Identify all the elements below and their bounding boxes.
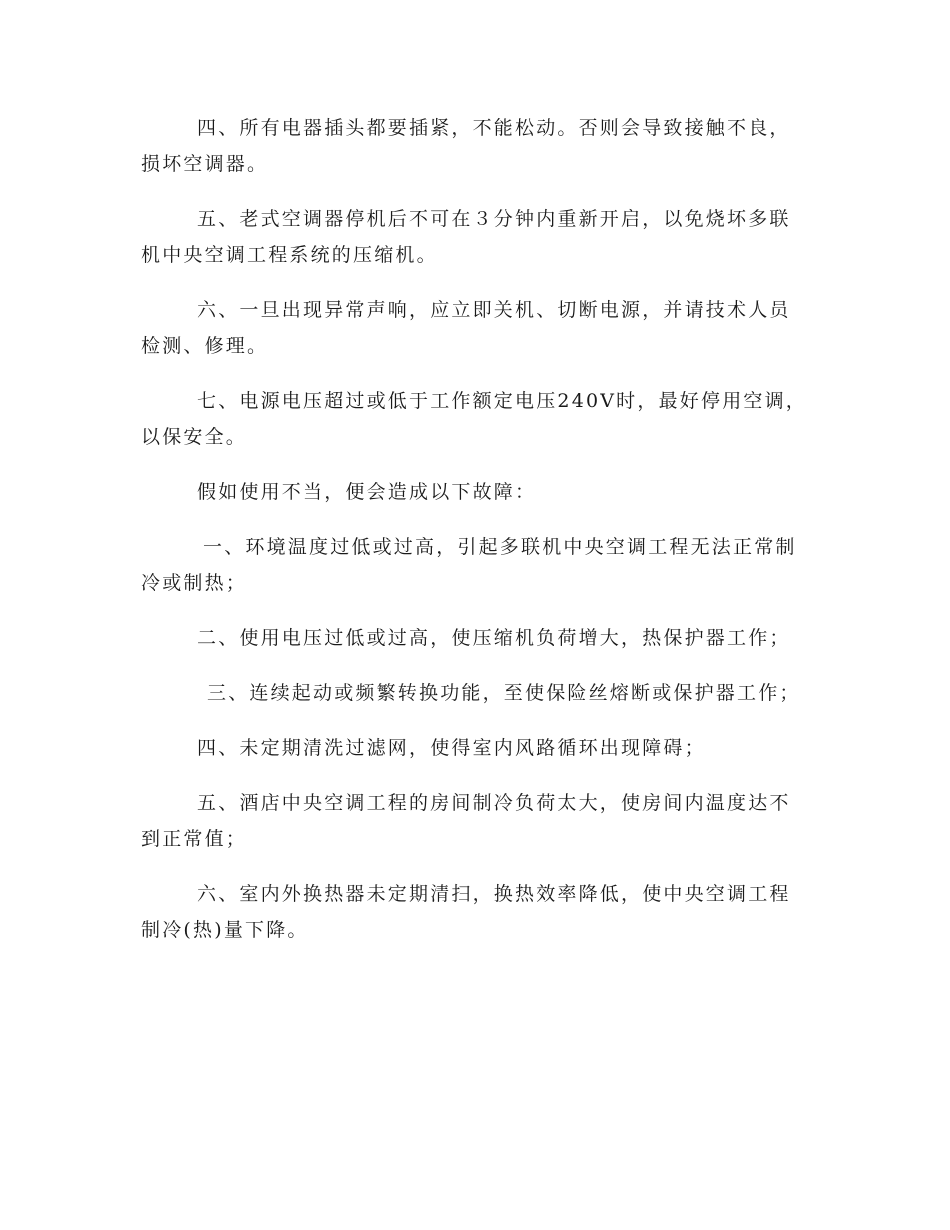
paragraph-voltage: 七、电源电压超过或低于工作额定电压240V时，最好停用空调，以保安全。 [141, 390, 807, 448]
paragraph-fault-temperature: 一、环境温度过低或过高，引起多联机中央空调工程无法正常制冷或制热； [141, 536, 797, 594]
paragraph-fault-voltage: 二、使用电压过低或过高，使压缩机负荷增大，热保护器工作； [197, 627, 791, 649]
paragraph-restart-delay: 五、老式空调器停机后不可在３分钟内重新开启，以免烧坏多联机中央空调工程系统的压缩机。 [141, 208, 791, 266]
paragraph-faults-intro: 假如使用不当，便会造成以下故障： [197, 481, 537, 503]
document-body [141, 110, 809, 967]
paragraph-fault-filter: 四、未定期清洗过滤网，使得室内风路循环出现障碍； [197, 737, 706, 759]
paragraph-fault-frequent-start: 三、连续起动或频繁转换功能，至使保险丝熔断或保护器工作； [207, 682, 801, 704]
paragraph-fault-load: 五、酒店中央空调工程的房间制冷负荷太大，使房间内温度达不到正常值； [141, 792, 791, 850]
paragraph-fault-heat-exchanger: 六、室内外换热器未定期清扫，换热效率降低，使中央空调工程制冷(热)量下降。 [141, 883, 791, 941]
paragraph-abnormal-noise: 六、一旦出现异常声响，应立即关机、切断电源，并请技术人员检测、修理。 [141, 299, 791, 357]
paragraph-plug-tightness: 四、所有电器插头都要插紧，不能松动。否则会导致接触不良，损坏空调器。 [141, 117, 791, 175]
